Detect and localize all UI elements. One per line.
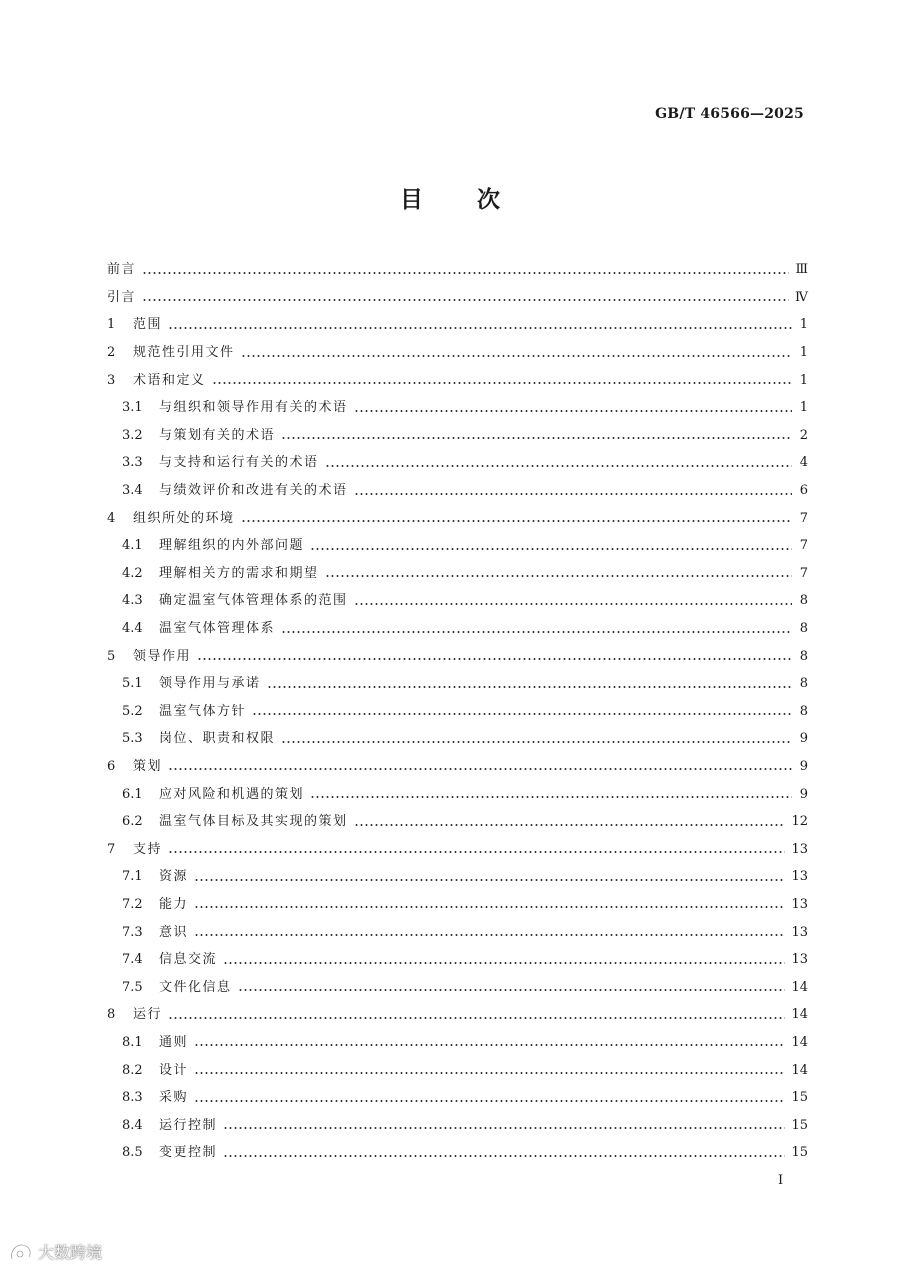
toc-entry-page: Ⅳ	[795, 289, 808, 305]
toc-entry[interactable]	[107, 422, 808, 450]
toc-entry-number: 4.1	[122, 538, 143, 554]
page-title	[0, 181, 900, 214]
dot-leader	[281, 624, 792, 634]
dot-leader	[354, 486, 792, 496]
toc-entry-number: 4.3	[122, 593, 143, 609]
toc-entry-page: 8	[799, 703, 808, 719]
toc-entry-page: 1	[799, 400, 808, 416]
toc-entry-title: 确定温室气体管理体系的范围	[159, 593, 348, 609]
dot-leader	[310, 789, 792, 799]
toc-entry[interactable]	[107, 1111, 808, 1139]
toc-entry-title: 能力	[159, 896, 189, 912]
toc-entry-title: 与策划有关的术语	[159, 427, 276, 443]
title-char-2: 次	[477, 186, 500, 213]
toc-entry-title: 理解组织的内外部问题	[159, 538, 305, 554]
toc-entry[interactable]	[107, 394, 808, 422]
toc-entry-number: 7.3	[122, 924, 143, 940]
toc-entry-number: 5.1	[122, 676, 143, 692]
toc-entry-page: 9	[799, 758, 808, 774]
toc-entry[interactable]	[107, 698, 808, 726]
toc-entry-number: 6.2	[122, 814, 143, 830]
toc-entry-title: 温室气体目标及其实现的策划	[159, 814, 348, 830]
toc-entry-title: 与绩效评价和改进有关的术语	[159, 483, 348, 499]
toc-entry-title: 领导作用	[133, 648, 192, 664]
dot-leader	[194, 927, 785, 937]
dot-leader	[223, 1120, 785, 1130]
toc-entry-number: 3.4	[122, 483, 143, 499]
toc-entry[interactable]	[107, 808, 808, 836]
toc-entry-title: 理解相关方的需求和期望	[159, 565, 319, 581]
toc-entry-page: 14	[791, 1007, 808, 1023]
toc-entry-number: 2	[107, 345, 116, 361]
dot-leader	[194, 1065, 785, 1075]
toc-entry-page: 9	[799, 786, 808, 802]
toc-entry[interactable]	[107, 1084, 808, 1112]
toc-entry-page: 14	[791, 1034, 808, 1050]
toc-entry[interactable]	[107, 560, 808, 588]
toc-entry-title: 文件化信息	[159, 979, 232, 995]
toc-entry-number: 8.2	[122, 1062, 143, 1078]
toc-entry-number: 8.5	[122, 1145, 143, 1161]
toc-entry-title: 应对风险和机遇的策划	[159, 786, 305, 802]
dot-leader	[354, 596, 792, 606]
toc-entry[interactable]	[107, 670, 808, 698]
toc-entry[interactable]	[107, 780, 808, 808]
toc-entry-title: 支持	[133, 841, 163, 857]
toc-entry-title: 与支持和运行有关的术语	[159, 455, 319, 471]
toc-entry-page: 13	[791, 924, 808, 940]
toc-entry[interactable]	[107, 835, 808, 863]
toc-entry[interactable]	[107, 366, 808, 394]
toc-entry-page: 1	[799, 372, 808, 388]
dot-leader	[354, 817, 786, 827]
toc-entry-title: 温室气体方针	[159, 703, 247, 719]
toc-entry-page: 15	[791, 1090, 808, 1106]
dot-leader	[354, 403, 792, 413]
toc-entry-page: 13	[791, 952, 808, 968]
toc-entry-title: 组织所处的环境	[133, 510, 235, 526]
toc-entry-page: 1	[799, 345, 808, 361]
toc-entry-page: 13	[791, 896, 808, 912]
toc-entry-page: 8	[799, 676, 808, 692]
toc-entry-page: 1	[799, 317, 808, 333]
toc-entry-page: 8	[799, 621, 808, 637]
toc-entry[interactable]	[107, 642, 808, 670]
toc-entry-number: 3.3	[122, 455, 143, 471]
toc-entry-title: 设计	[159, 1062, 189, 1078]
dot-leader	[168, 844, 785, 854]
toc-entry-number: 8.4	[122, 1117, 143, 1133]
table-of-contents	[107, 256, 808, 1167]
dot-leader	[194, 872, 785, 882]
toc-entry-page: 12	[791, 814, 808, 830]
toc-entry-number: 7.1	[122, 869, 143, 885]
toc-entry[interactable]	[107, 504, 808, 532]
toc-entry-number: 3.2	[122, 427, 143, 443]
toc-entry[interactable]	[107, 891, 808, 919]
toc-entry-page: 8	[799, 648, 808, 664]
toc-entry[interactable]	[107, 918, 808, 946]
toc-entry-page: 13	[791, 869, 808, 885]
toc-entry[interactable]	[107, 973, 808, 1001]
toc-entry-title: 规范性引用文件	[133, 345, 235, 361]
toc-entry-number: 4	[107, 510, 116, 526]
dot-leader	[325, 458, 792, 468]
toc-entry[interactable]	[107, 1139, 808, 1167]
toc-entry-number: 4.4	[122, 621, 143, 637]
dot-leader	[168, 761, 792, 771]
toc-entry[interactable]	[107, 449, 808, 477]
dot-leader	[281, 430, 792, 440]
toc-entry-page: 4	[799, 455, 808, 471]
title-char-1: 目	[400, 186, 423, 213]
dot-leader	[252, 706, 792, 716]
toc-entry-number: 5.2	[122, 703, 143, 719]
toc-entry-title: 意识	[159, 924, 189, 940]
toc-entry-title: 策划	[133, 758, 163, 774]
dot-leader	[325, 568, 792, 578]
toc-entry-number: 7.5	[122, 979, 143, 995]
dot-leader	[142, 265, 789, 275]
toc-entry[interactable]	[107, 725, 808, 753]
toc-entry-title: 引言	[107, 289, 137, 305]
toc-entry-page: 7	[799, 538, 808, 554]
toc-entry-page: 8	[799, 593, 808, 609]
toc-entry-page: 14	[791, 979, 808, 995]
toc-entry-title: 运行控制	[159, 1117, 218, 1133]
toc-entry-number: 3	[107, 372, 116, 388]
toc-entry-title: 范围	[133, 317, 163, 333]
toc-entry-title: 领导作用与承诺	[159, 676, 261, 692]
watermark-text: 大数跨境	[38, 1243, 103, 1262]
dot-leader	[194, 1037, 785, 1047]
toc-entry-page: 15	[791, 1145, 808, 1161]
dot-leader	[223, 1148, 785, 1158]
toc-entry-number: 6	[107, 758, 116, 774]
page-number: I	[778, 1173, 784, 1188]
toc-entry-page: 7	[799, 565, 808, 581]
toc-entry[interactable]	[107, 863, 808, 891]
watermark	[8, 1240, 102, 1263]
toc-entry-title: 运行	[133, 1007, 163, 1023]
brand-logo-icon	[8, 1241, 34, 1263]
toc-entry-page: Ⅲ	[795, 262, 808, 278]
toc-entry-number: 7	[107, 841, 116, 857]
toc-entry-title: 前言	[107, 262, 137, 278]
toc-entry-number: 7.2	[122, 896, 143, 912]
standard-code: GB/T 46566—2025	[655, 106, 804, 122]
toc-entry[interactable]	[107, 532, 808, 560]
toc-entry-title: 术语和定义	[133, 372, 206, 388]
dot-leader	[223, 955, 785, 965]
toc-entry-page: 13	[791, 841, 808, 857]
dot-leader	[194, 899, 785, 909]
dot-leader	[281, 734, 792, 744]
toc-entry-number: 6.1	[122, 786, 143, 802]
toc-entry[interactable]	[107, 1001, 808, 1029]
toc-entry[interactable]	[107, 339, 808, 367]
toc-entry-page: 7	[799, 510, 808, 526]
toc-entry-page: 14	[791, 1062, 808, 1078]
toc-entry-number: 7.4	[122, 952, 143, 968]
toc-entry[interactable]	[107, 311, 808, 339]
dot-leader	[212, 375, 792, 385]
toc-entry-page: 2	[799, 427, 808, 443]
toc-entry[interactable]	[107, 256, 808, 284]
dot-leader	[197, 651, 792, 661]
dot-leader	[168, 1010, 785, 1020]
toc-entry[interactable]	[107, 284, 808, 312]
toc-entry-title: 采购	[159, 1090, 189, 1106]
toc-entry-number: 8	[107, 1007, 116, 1023]
toc-entry[interactable]	[107, 477, 808, 505]
toc-entry[interactable]	[107, 615, 808, 643]
toc-entry-number: 3.1	[122, 400, 143, 416]
toc-entry-title: 信息交流	[159, 952, 218, 968]
toc-entry-title: 温室气体管理体系	[159, 621, 276, 637]
toc-entry-number: 8.3	[122, 1090, 143, 1106]
toc-entry-page: 6	[799, 483, 808, 499]
dot-leader	[310, 541, 792, 551]
dot-leader	[241, 348, 792, 358]
toc-entry-title: 资源	[159, 869, 189, 885]
toc-entry[interactable]	[107, 1056, 808, 1084]
toc-entry-number: 4.2	[122, 565, 143, 581]
toc-entry-title: 岗位、职责和权限	[159, 731, 276, 747]
toc-entry-page: 9	[799, 731, 808, 747]
toc-entry[interactable]	[107, 1029, 808, 1057]
toc-entry-number: 5.3	[122, 731, 143, 747]
dot-leader	[142, 292, 789, 302]
dot-leader	[241, 513, 792, 523]
dot-leader	[168, 320, 792, 330]
dot-leader	[194, 1093, 785, 1103]
toc-entry-number: 8.1	[122, 1034, 143, 1050]
toc-entry-number: 5	[107, 648, 116, 664]
toc-entry-title: 通则	[159, 1034, 189, 1050]
dot-leader	[267, 679, 792, 689]
toc-entry-number: 1	[107, 317, 116, 333]
toc-entry[interactable]	[107, 946, 808, 974]
toc-entry-page: 15	[791, 1117, 808, 1133]
toc-entry[interactable]	[107, 753, 808, 781]
toc-entry-title: 变更控制	[159, 1145, 218, 1161]
toc-entry[interactable]	[107, 587, 808, 615]
dot-leader	[238, 982, 786, 992]
toc-entry-title: 与组织和领导作用有关的术语	[159, 400, 348, 416]
